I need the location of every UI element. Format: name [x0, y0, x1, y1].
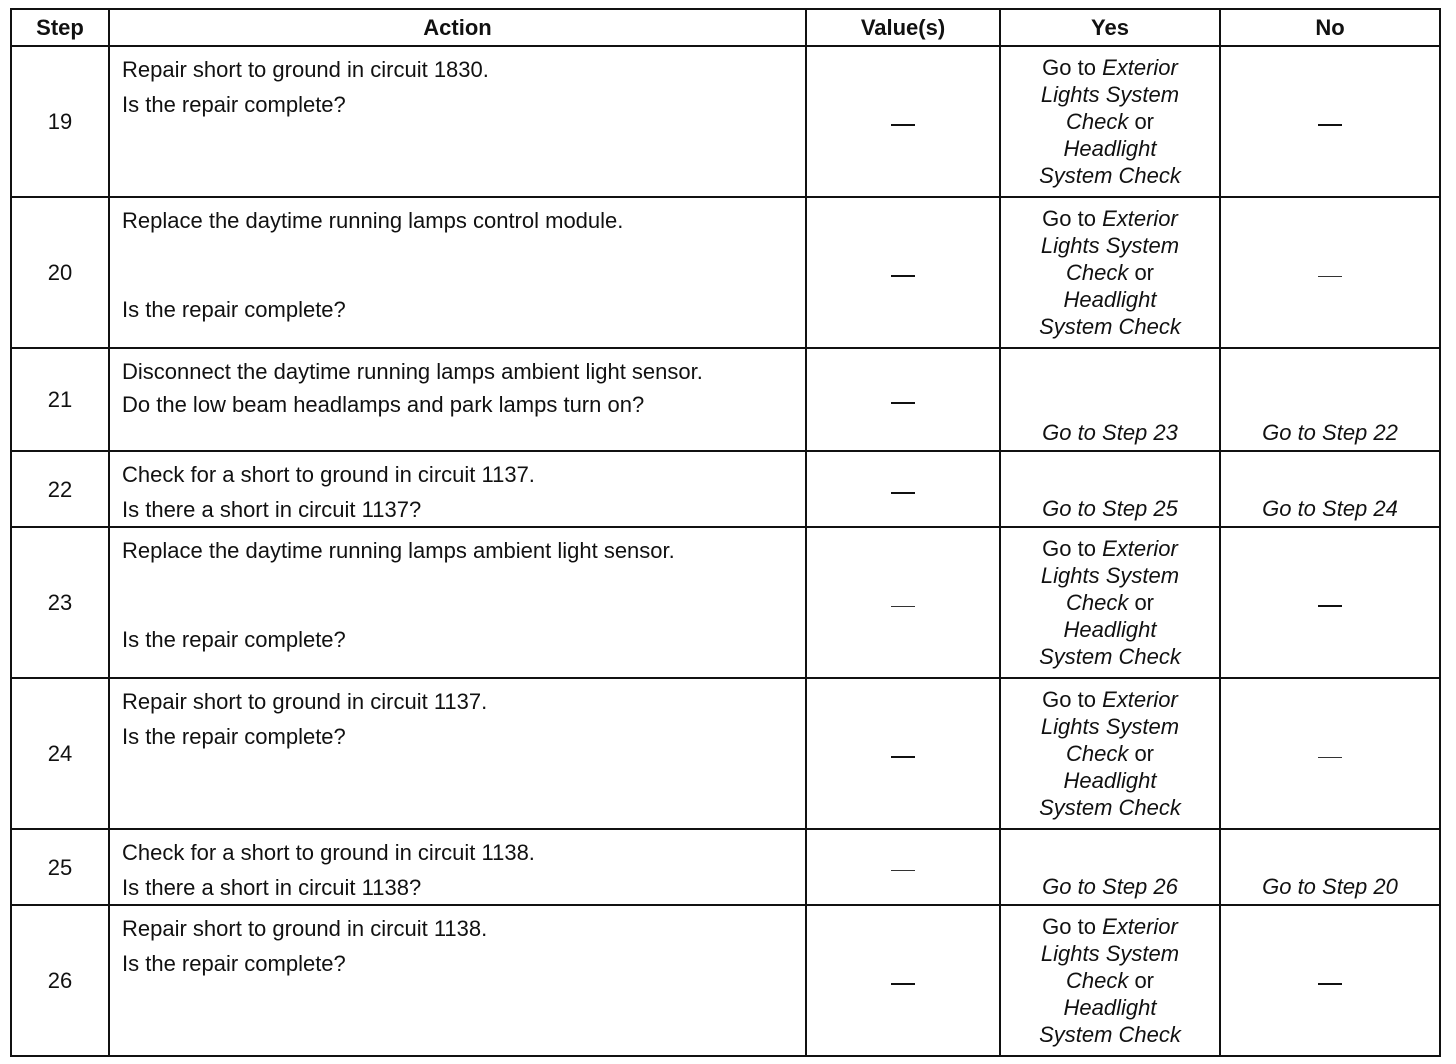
- header-values: Value(s): [806, 9, 1000, 46]
- table-row: [11, 46, 1440, 197]
- action-text: Disconnect the daytime running lamps ambient light sensor.: [122, 359, 703, 384]
- values-cell: [806, 527, 1000, 678]
- no-cell: [1220, 46, 1440, 197]
- action-text: Repair short to ground in circuit 1830.: [122, 57, 489, 82]
- action-question: Is the repair complete?: [122, 627, 346, 652]
- no-cell: [1220, 905, 1440, 1056]
- dash-mark: [891, 402, 915, 404]
- action-question: Is there a short in circuit 1138?: [122, 875, 422, 900]
- table-row: [11, 905, 1440, 1056]
- dash-mark: [891, 492, 915, 494]
- values-cell: [806, 829, 1000, 905]
- table-row: [11, 348, 1440, 451]
- action-text: Repair short to ground in circuit 1138.: [122, 916, 488, 941]
- dash-mark: [891, 983, 915, 985]
- action-cell: [109, 451, 806, 527]
- no-cell: [1220, 678, 1440, 829]
- yes-cell: Go to Step 25: [1000, 451, 1220, 527]
- table-row: [11, 678, 1440, 829]
- action-cell: [109, 348, 806, 451]
- yes-cell: Go to Exterior Lights System Check or Headlight System Check: [1000, 46, 1220, 197]
- step-cell: 21: [11, 348, 109, 451]
- dash-mark: [1318, 605, 1342, 607]
- yes-cell: Go to Exterior Lights System Check or Headlight System Check: [1000, 905, 1220, 1056]
- yes-cell: Go to Step 23: [1000, 348, 1220, 451]
- diagnostic-table: [10, 8, 1441, 1057]
- values-cell: [806, 451, 1000, 527]
- no-cell: [1220, 527, 1440, 678]
- step-cell: 20: [11, 197, 109, 348]
- action-text: Check for a short to ground in circuit 1137.: [122, 462, 535, 487]
- values-cell: [806, 197, 1000, 348]
- dash-mark: [1318, 124, 1342, 126]
- step-cell: 22: [11, 451, 109, 527]
- action-cell: [109, 905, 806, 1056]
- no-cell: Go to Step 24: [1220, 451, 1440, 527]
- table-row: [11, 527, 1440, 678]
- values-cell: [806, 348, 1000, 451]
- action-text: Replace the daytime running lamps control module.: [122, 208, 624, 233]
- action-question: Is the repair complete?: [122, 951, 346, 976]
- table-row: [11, 829, 1440, 905]
- yes-cell: Go to Step 26: [1000, 829, 1220, 905]
- table-row: [11, 197, 1440, 348]
- action-text: Replace the daytime running lamps ambient light sensor.: [122, 538, 675, 563]
- action-question: Is there a short in circuit 1137?: [122, 497, 422, 522]
- no-cell: Go to Step 22: [1220, 348, 1440, 451]
- action-question: Is the repair complete?: [122, 724, 346, 749]
- dash-mark: [1318, 983, 1342, 985]
- action-question: Is the repair complete?: [122, 297, 346, 322]
- yes-cell: Go to Exterior Lights System Check or Headlight System Check: [1000, 197, 1220, 348]
- dash-mark: [891, 870, 915, 871]
- action-cell: [109, 527, 806, 678]
- header-action: Action: [109, 9, 806, 46]
- step-cell: 25: [11, 829, 109, 905]
- no-cell: Go to Step 20: [1220, 829, 1440, 905]
- action-question: Do the low beam headlamps and park lamps turn on?: [122, 392, 645, 417]
- dash-mark: [891, 124, 915, 126]
- header-row: [11, 9, 1440, 46]
- yes-cell: Go to Exterior Lights System Check or Headlight System Check: [1000, 527, 1220, 678]
- dash-mark: [891, 606, 915, 607]
- dash-mark: [891, 756, 915, 758]
- action-text: Check for a short to ground in circuit 1138.: [122, 840, 535, 865]
- step-cell: 19: [11, 46, 109, 197]
- action-text: Repair short to ground in circuit 1137.: [122, 689, 488, 714]
- yes-cell: Go to Exterior Lights System Check or Headlight System Check: [1000, 678, 1220, 829]
- no-cell: [1220, 197, 1440, 348]
- step-cell: 26: [11, 905, 109, 1056]
- action-question: Is the repair complete?: [122, 92, 346, 117]
- table-row: [11, 451, 1440, 527]
- dash-mark: [1318, 276, 1342, 277]
- step-cell: 23: [11, 527, 109, 678]
- values-cell: [806, 678, 1000, 829]
- header-yes: Yes: [1000, 9, 1220, 46]
- action-cell: [109, 197, 806, 348]
- values-cell: [806, 46, 1000, 197]
- action-cell: [109, 829, 806, 905]
- action-cell: [109, 678, 806, 829]
- values-cell: [806, 905, 1000, 1056]
- dash-mark: [1318, 757, 1342, 758]
- header-no: No: [1220, 9, 1440, 46]
- header-step: Step: [11, 9, 109, 46]
- step-cell: 24: [11, 678, 109, 829]
- dash-mark: [891, 275, 915, 277]
- action-cell: [109, 46, 806, 197]
